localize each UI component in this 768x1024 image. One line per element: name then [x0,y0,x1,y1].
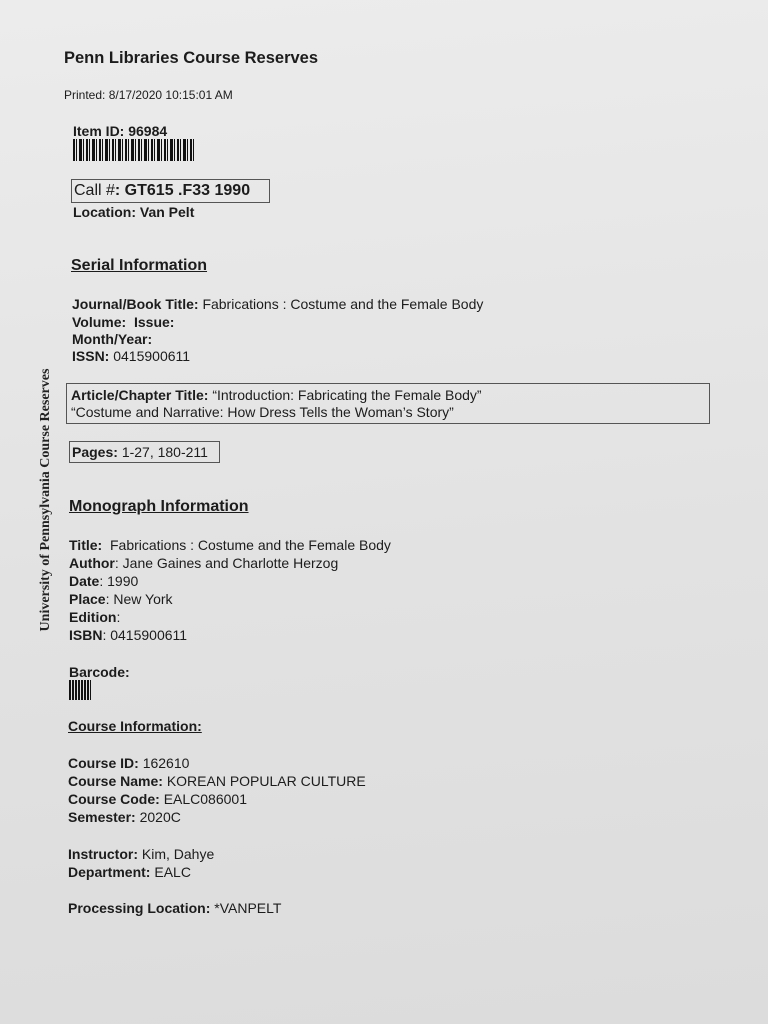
course-name-value: KOREAN POPULAR CULTURE [166,773,366,789]
article-title-line1 [71,386,482,404]
course-code [68,790,247,808]
article-title-value-1: “Introduction: Fabricating the Female Body” [212,387,482,403]
course-name [68,772,366,790]
instructor-value: Kim, Dahye [141,846,215,862]
barcode-label-text: Barcode: [69,664,130,680]
processing-location [68,899,281,917]
semester [68,808,181,826]
issn [72,347,190,365]
processing-location-label: Processing Location: [68,900,211,916]
serial-title-label: Journal/Book Title: [72,296,199,312]
mono-author [69,554,338,572]
mono-title [69,536,391,554]
call-number-label: Call # [74,182,115,199]
item-id-label: Item ID: [73,123,125,139]
mono-isbn-value: : 0415900611 [102,627,188,643]
volume-issue [72,313,174,331]
department [68,863,191,881]
course-id [68,754,189,772]
call-number-value: : GT615 .F33 1990 [114,182,251,199]
mono-title-label: Title: [69,537,103,553]
pages-value: 1-27, 180-211 [121,444,208,460]
mono-edition [69,608,120,626]
mono-isbn [69,626,187,644]
mono-date-value: : 1990 [99,573,139,589]
serial-heading: Serial Information [71,257,208,274]
pages [72,443,208,461]
side-label: University of Pennsylvania Course Reserves [38,368,53,632]
issn-label: ISSN: [72,348,110,364]
mono-barcode [69,680,91,700]
semester-value: 2020C [139,809,181,825]
mono-place-label: Place [69,591,106,607]
mono-edition-value: : [116,609,121,625]
course-id-value: 162610 [142,755,190,771]
mono-title-value: Fabrications : Costume and the Female Body [109,537,391,553]
item-id-value: 96984 [128,123,168,139]
item-barcode [73,139,196,161]
course-code-value: EALC086001 [163,791,247,807]
mono-author-label: Author [69,555,115,571]
serial-title-value: Fabrications : Costume and the Female Body [202,296,484,312]
mono-place [69,590,173,608]
call-number [74,181,250,201]
instructor [68,845,214,863]
printed-timestamp: Printed: 8/17/2020 10:15:01 AM [64,88,233,102]
mono-isbn-label: ISBN [69,627,103,643]
mono-edition-label: Edition [69,609,117,625]
item-id [73,122,167,140]
mono-date [69,572,138,590]
page-title: Penn Libraries Course Reserves [64,49,319,67]
volume-label: Volume: [72,314,127,330]
location-value: Van Pelt [139,204,195,220]
instructor-label: Instructor: [68,846,138,862]
course-name-label: Course Name: [68,773,163,789]
course-id-label: Course ID: [68,755,139,771]
course-code-label: Course Code: [68,791,160,807]
article-title-label: Article/Chapter Title: [71,387,209,403]
course-heading: Course Information: [68,718,202,734]
month-year [72,330,152,348]
semester-label: Semester: [68,809,136,825]
issue-label: Issue: [133,314,175,330]
article-title-value-2: “Costume and Narrative: How Dress Tells the Woman’s Story” [71,404,454,420]
mono-place-value: : New York [105,591,173,607]
department-value: EALC [154,864,191,880]
monograph-heading: Monograph Information [69,498,249,515]
mono-barcode-label [69,663,130,681]
mono-date-label: Date [69,573,100,589]
serial-title [72,295,483,313]
location-label: Location: [73,204,136,220]
article-title-line2 [71,403,454,421]
processing-location-value: *VANPELT [214,900,282,916]
pages-label: Pages: [72,444,118,460]
mono-author-value: : Jane Gaines and Charlotte Herzog [114,555,339,571]
location [73,203,194,221]
month-year-label: Month/Year: [72,331,153,347]
issn-value: 0415900611 [113,348,191,364]
department-label: Department: [68,864,151,880]
